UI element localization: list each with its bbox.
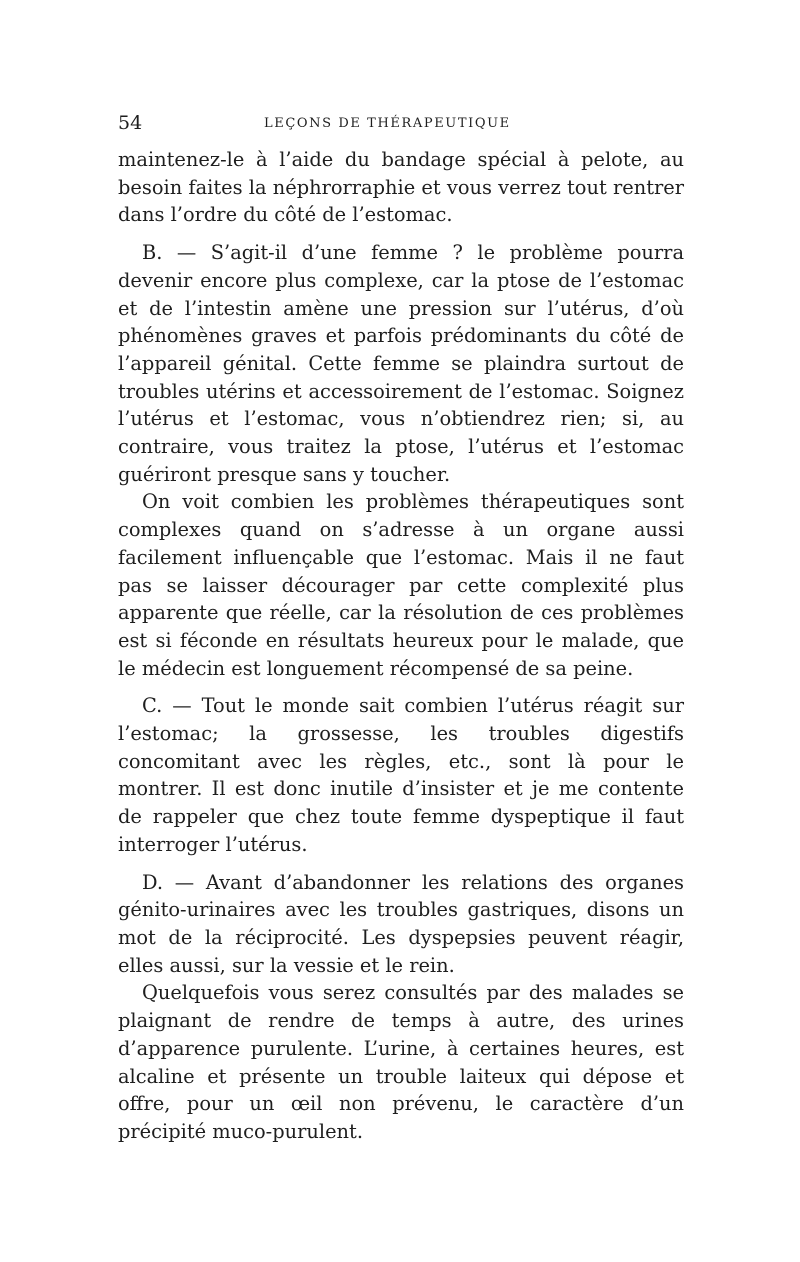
paragraph-complexity: On voit combien les problèmes thérapeutiques sont complexes quand on s’adresse à un organe aussi facilement influençable que l’estomac. Mais il ne faut pas se laisser décourager par cette complexité plus apparente que réelle, car la résolution de ces problèmes est si féconde en résultats heureux pour le malade, que le médecin est longuement récompensé de sa peine. xyxy=(118,490,684,680)
paragraph-urines: Quelquefois vous serez consultés par des malades se plaignant de rendre de temps à autre, des urines d’apparence purulente. L’urine, à certaines heures, est alcaline et présente un trouble laiteux qui dépose et offre, pour un œil non prévenu, le caractère d’un précipité muco-purulent. xyxy=(118,981,684,1143)
paragraph-continuation: maintenez-le à l’aide du bandage spécial à pelote, au besoin faites la néphrorraphie et vous verrez tout rentrer dans l’ordre du côté de l’estomac. xyxy=(118,148,684,227)
paragraph-section-d: D. — Avant d’abandonner les relations des organes génito-urinaires avec les troubles gastriques, disons un mot de la réciprocité. Les dyspepsies peuvent réagir, elles aussi, sur la vessie et le rein. xyxy=(118,870,684,977)
page-number: 54 xyxy=(118,112,143,134)
text-body xyxy=(118,146,684,1146)
paragraph-section-c: C. — Tout le monde sait combien l’utérus réagit sur l’estomac; la grossesse, les troubles digestifs concomitant avec les règles, etc., sont là pour le montrer. Il est donc inutile d’insister et je me contente de rappeler que chez toute femme dyspeptique il faut interroger l’utérus. xyxy=(118,694,684,856)
paragraph-section-b: B. — S’agit-il d’une femme ? le problème pourra devenir encore plus complexe, car la ptose de l’estomac et de l’intestin amène une pression sur l’utérus, d’où phénomènes graves et parfois prédominants du côté de l’appareil génital. Cette femme se plaindra surtout de troubles utérins et accessoirement de l’estomac. Soignez l’utérus et l’estomac, vous n’obtiendrez rien; si, au contraire, vous traitez la ptose, l’utérus et l’estomac guériront presque sans y toucher. xyxy=(118,241,684,486)
running-head xyxy=(118,112,684,146)
book-page xyxy=(118,112,684,1146)
running-title: LEÇONS DE THÉRAPEUTIQUE xyxy=(264,116,511,131)
